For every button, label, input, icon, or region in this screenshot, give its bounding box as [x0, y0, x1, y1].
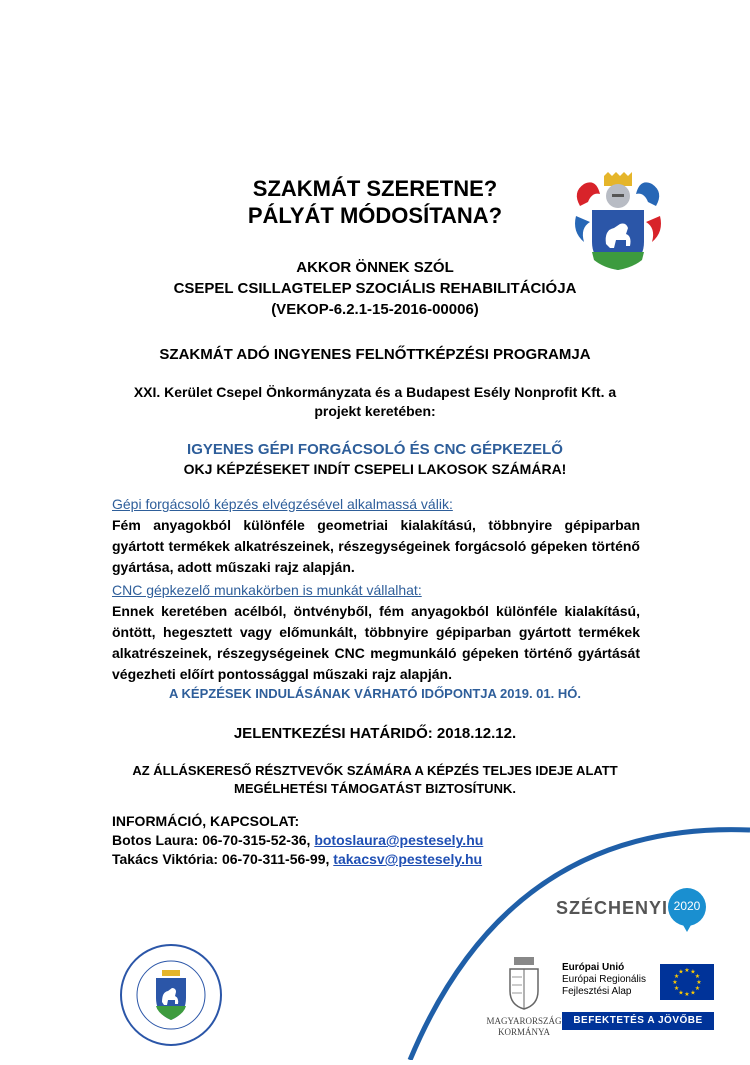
- organizers-line2: projekt keretében:: [314, 403, 436, 419]
- organizers-line1: XXI. Kerület Csepel Önkormányzata és a Budapest Esély Nonprofit Kft. a: [133, 384, 617, 400]
- support-line1: AZ ÁLLÁSKERESŐ RÉSZTVEVŐK SZÁMÁRA A KÉPZÉS TELJES IDEJE ALATT: [132, 763, 618, 778]
- svg-text:★: ★: [673, 973, 680, 980]
- szechenyi-pin-tip: [679, 918, 695, 932]
- program-title: SZAKMÁT ADÓ INGYENES FELNŐTTKÉPZÉSI PROGRAMJA: [159, 346, 591, 363]
- svg-text:★: ★: [672, 979, 678, 986]
- intro-line2: CSEPEL CSILLAGTELEP SZOCIÁLIS REHABILITÁCIÓJA: [173, 280, 577, 297]
- eu-line3: Fejlesztési Alap: [562, 986, 632, 997]
- eu-flag-icon: [660, 964, 714, 1000]
- contact-email-link[interactable]: takacsv@pestesely.hu: [333, 851, 483, 867]
- eu-logo-block: [562, 962, 718, 1034]
- intro-line3: (VEKOP-6.2.1-15-2016-00006): [271, 301, 479, 318]
- section2: [112, 580, 640, 685]
- svg-text:★: ★: [690, 968, 696, 976]
- csepel-seal: [118, 942, 224, 1048]
- section1-heading: Gépi forgácsoló képzés elvégzésével alkalmassá válik:: [112, 496, 453, 512]
- contact-email-link[interactable]: botoslaura@pestesely.hu: [314, 832, 484, 848]
- training-subline: OKJ KÉPZÉSEKET INDÍT CSEPELI LAKOSOK SZÁMÁRA!: [183, 461, 567, 477]
- svg-text:★: ★: [673, 985, 680, 992]
- intro-line1: AKKOR ÖNNEK SZÓL: [296, 259, 454, 276]
- svg-text:★: ★: [684, 991, 690, 998]
- szechenyi-text: SZÉCHENYI: [556, 898, 669, 918]
- contact-heading: INFORMÁCIÓ, KAPCSOLAT:: [112, 813, 300, 829]
- headline-line1: SZAKMÁT SZERETNE?: [252, 176, 498, 201]
- svg-text:★: ★: [684, 967, 690, 974]
- headline-line2: PÁLYÁT MÓDOSÍTANA?: [247, 203, 503, 228]
- svg-text:★: ★: [678, 989, 684, 997]
- svg-text:★: ★: [696, 979, 702, 986]
- support-line2: MEGÉLHETÉSI TÁMOGATÁST BIZTOSÍTUNK.: [234, 781, 516, 796]
- eu-text: [562, 962, 658, 998]
- contact-person-label: Botos Laura: 06-70-315-52-36,: [112, 832, 315, 848]
- start-date: A KÉPZÉSEK INDULÁSÁNAK VÁRHATÓ IDŐPONTJA 2019. 01. HÓ.: [169, 686, 581, 701]
- application-deadline: JELENTKEZÉSI HATÁRIDŐ: 2018.12.12.: [233, 725, 517, 742]
- section1-body: Fém anyagokból különféle geometriai kialakítású, többnyire gépiparban gyártott termékek alkatrészeinek, részegységeinek forgácsoló gépeken történő gyártása, adott műszaki rajz alapján.: [112, 517, 640, 575]
- szechenyi-year: 2020: [673, 899, 701, 913]
- eu-line1: Európai Unió: [562, 962, 625, 973]
- svg-text:★: ★: [694, 973, 701, 980]
- svg-text:★: ★: [678, 968, 684, 976]
- section2-body: Ennek keretében acélból, öntvényből, fém anyagokból különféle kialakítású, öntött, hegesztett vagy előmunkált, többnyire gépiparban gyártott termékek alkatrészeinek, részegységeinek CNC megmunkáló gépeken történő gyártását végezheti előírt pontossággal műszaki rajz alapján.: [112, 603, 640, 682]
- kormany-line2: KORMÁNYA: [497, 1027, 550, 1037]
- svg-text:★: ★: [694, 985, 701, 992]
- svg-text:★: ★: [690, 989, 696, 997]
- kormany-line1: MAGYARORSZÁG: [486, 1016, 562, 1026]
- training-highlight: IGYENES GÉPI FORGÁCSOLÓ ÉS CNC GÉPKEZELŐ: [187, 441, 563, 458]
- section2-heading: CNC gépkezelő munkakörben is munkát vállalhat:: [112, 582, 422, 598]
- szechenyi-logo: [556, 888, 716, 938]
- contact-person-label: Takács Viktória: 06-70-311-56-99,: [112, 851, 334, 867]
- eu-line2: Európai Regionális: [562, 974, 646, 985]
- hungarian-coat-icon: [504, 955, 544, 1011]
- kormany-logo: [474, 955, 574, 1035]
- eu-banner: BEFEKTETÉS A JÖVŐBE: [562, 1012, 714, 1030]
- section1: [112, 494, 640, 578]
